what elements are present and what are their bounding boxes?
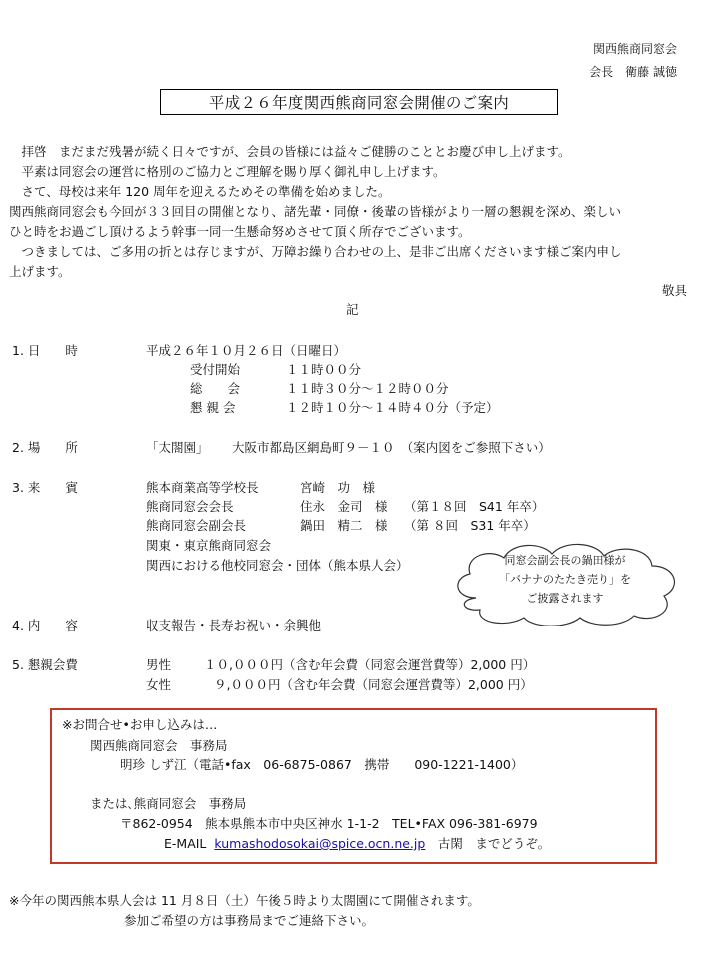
callout-text: ご披露されます — [526, 592, 604, 605]
guest-role: 熊本商業高等学校長 — [146, 480, 259, 495]
fee-who: 女性 — [146, 677, 172, 692]
footer-note-contact: 参加ご希望の方は事務局までご連絡下さい。 — [124, 913, 375, 928]
guest-role: 熊商同窓会会長 — [146, 499, 234, 514]
email-suffix: 古閑 までどうぞ。 — [425, 836, 551, 851]
place-address: 大阪市都島区網島町９－１０ （案内図をご参照下さい） — [232, 440, 551, 455]
footer-note: ※今年の関西熊本県人会は 11 月８日（土）午後５時より太閤園にて開催されます。 — [9, 893, 480, 908]
ki-heading: 記 — [346, 302, 359, 317]
place-label: 2. 場 所 — [12, 440, 78, 455]
guest-name: 住永 金司 様 — [300, 499, 388, 514]
contact-address: 〒862-0954 熊本県熊本市中央区神水 1-1-2 TEL•FAX 096-381-6979 — [120, 816, 538, 831]
greeting-line: 拝啓 まだまだ残暑が続く日々ですが、会員の皆様には益々ご健勝のこととお慶び申し上げます。 — [9, 144, 571, 159]
contact-office-kumasho: または､熊商同窓会 事務局 — [90, 796, 247, 811]
contact-heading: ※お問合せ•お申し込みは… — [62, 717, 218, 732]
greeting-line: つきましては、ご多用の折とは存じますが、万障お繰り合わせの上、是非ご出席くださいます様ご案内申し — [9, 244, 622, 259]
guest-role: 関東・東京熊商同窓会 — [146, 538, 272, 553]
guest-note: （第 ８回 S31 年卒） — [404, 518, 536, 533]
schedule-name: 総 会 — [190, 381, 241, 396]
place-venue: 「太閤園」 — [146, 440, 209, 455]
email-link[interactable]: kumashodosokai@spice.ocn.ne.jp — [214, 836, 426, 851]
greeting-line: 上げます。 — [9, 264, 71, 279]
schedule-time: １２時１０分～１４時４０分（予定） — [286, 400, 499, 415]
callout-text: 「バナナのたたき売り」を — [499, 573, 631, 586]
closing-keigu: 敬具 — [662, 283, 688, 298]
fee-amount: ９,０００円（含む年会費（同窓会運営費等）2,000 円） — [214, 677, 533, 692]
guest-role: 熊商同窓会副会長 — [146, 518, 247, 533]
schedule-name: 受付開始 — [190, 362, 241, 377]
guest-note: （第１８回 S41 年卒） — [404, 499, 545, 514]
guest-name: 鍋田 精二 様 — [300, 518, 388, 533]
greeting-line: ひと時をお過ごし頂けるよう幹事一同一生懸命努めさせて頂く所存でございます。 — [9, 224, 471, 239]
document-title: 平成２６年度関西熊商同窓会開催のご案内 — [160, 89, 558, 115]
sender-president: 会長 衛藤 誠徳 — [589, 65, 677, 79]
contact-office-kansai: 関西熊商同窓会 事務局 — [90, 738, 228, 753]
sender-organization: 関西熊商同窓会 — [592, 42, 677, 56]
contact-person: 明珍 しず江（電話•fax 06-6875-0867 携帯 090-1221-1400） — [120, 757, 524, 772]
fee-who: 男性 — [146, 657, 172, 672]
guests-label: 3. 来 賓 — [12, 480, 78, 495]
greeting-line: 平素は同窓会の運営に格別のご協力とご理解を賜り厚く御礼申し上げます。 — [9, 164, 446, 179]
guest-name: 宮崎 功 様 — [300, 480, 376, 495]
greeting-line: 関西熊商同窓会も今回が３３回目の開催となり、諸先輩・同僚・後輩の皆様がより一層の懇親を深め、楽しい — [9, 204, 622, 219]
callout-text: 同窓会副会長の鍋田様が — [504, 554, 626, 567]
guest-role: 関西における他校同窓会・団体（熊本県人会） — [146, 558, 409, 573]
schedule-time: １１時００分 — [286, 362, 362, 377]
fee-label: 5. 懇親会費 — [12, 657, 78, 672]
schedule-name: 懇 親 会 — [190, 400, 236, 415]
greeting-line: さて、母校は来年 120 周年を迎えるためその準備を始めました。 — [9, 184, 391, 199]
date-value: 平成２６年１０月２６日（日曜日） — [146, 343, 347, 358]
date-label: 1. 日 時 — [12, 343, 78, 358]
content-value: 収支報告・長寿お祝い・余興他 — [146, 618, 322, 633]
contact-email-line — [164, 835, 550, 853]
content-label: 4. 内 容 — [12, 618, 78, 633]
fee-amount: １０,０００円（含む年会費（同窓会運営費等）2,000 円） — [204, 657, 536, 672]
email-label: E-MAIL — [164, 836, 207, 851]
schedule-time: １１時３０分～１２時００分 — [286, 381, 449, 396]
